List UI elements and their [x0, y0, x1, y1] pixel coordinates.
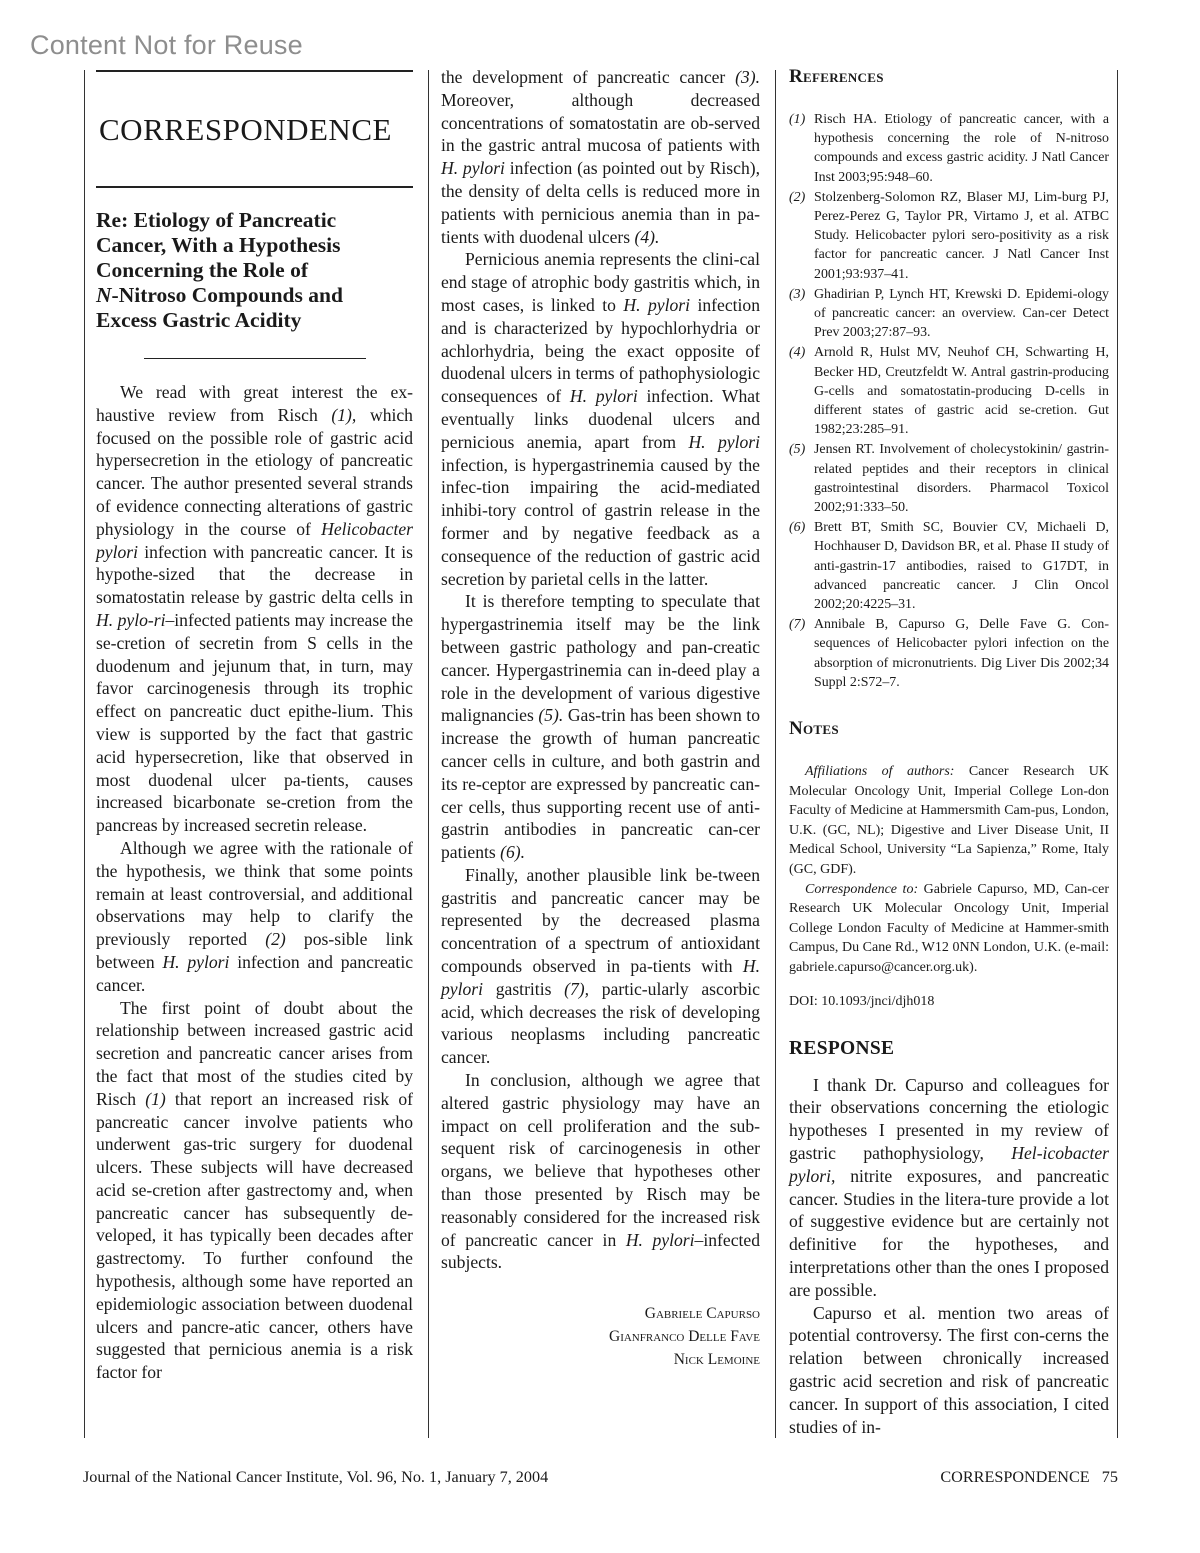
letter-paragraph: It is therefore tempting to speculate that hypergastrinemia itself may be the link between gastric pathology and pan-creatic cancer. Hypergastrinemia can in-deed play a role in the development of various digestive malignancies (5). Gas-trin has been shown to increase the growth of human pancreatic cancer cells in culture, and both gastrin and its re-ceptor are expressed by pancreatic can-cer cells, thus supporting recent use of anti-gastrin antibodies in pancreatic can-cer patients (6). [441, 591, 760, 863]
section-title: CORRESPONDENCE [99, 112, 392, 147]
affiliations-note: Affiliations of authors: Cancer Research UK Molecular Oncology Unit, Imperial College Lon-don Faculty of Medicine at Hammersmith Cam-pus, London, U.K. (GC, NL); Digestive and Liver Disease Unit, II Medical School, University “La Sapienza,” Rome, Italy (GC, GDF). [789, 764, 1109, 878]
letter-paragraph: In conclusion, although we agree that altered gastric physiology may have an impact on cell proliferation and the sub-sequent risk of carcinogenesis in other organs, we believe that hypotheses other than those presented by Risch may be reasonably considered for the increased risk of pancreatic cancer in H. pylori–infected subjects. [441, 1070, 760, 1273]
response-heading: RESPONSE [789, 1037, 895, 1059]
letter-paragraph: the development of pancreatic cancer (3). Moreover, although decreased concentrations of somatostatin are ob-served in the gastric antral mucosa of patients with H. pylori infection (as pointed out by Risch), the density of delta cells is reduced more in patients with pernicious anemia than in pa-tients with duodenal ulcers (4). [441, 67, 760, 247]
column-rule-2 [775, 70, 776, 1438]
notes-heading: Notes [789, 718, 839, 740]
reference-item: (7) Annibale B, Capurso G, Delle Fave G. Con-sequences of Helicobacter pylori infection on the absorption of micronutrients. Dig Liver Dis 2002;34 Suppl 2:S72–7. [789, 617, 1109, 690]
reference-list [789, 110, 1109, 692]
letter-paragraph: Pernicious anemia represents the clini-cal end stage of atrophic body gastritis which, in most cases, is linked to H. pylori infection and is characterized by hypochlorhydria or achlorhydria, being the exact opposite of duodenal ulcers in terms of pathophysiologic consequences of H. pylori infection. What eventually links duodenal ulcers and pernicious anemia, apart from H. pylori infection, is hypergastrinemia caused by the infec-tion impairing the acid-mediated inhibi-tory control of gastrin release in the former and by negative feedback as a consequence of the reduction of gastric acid secretion by parietal cells in the latter. [441, 249, 761, 589]
column-rule-right [1117, 70, 1118, 1438]
reference-item: (6) Brett BT, Smith SC, Bouvier CV, Michaeli D, Hochhauser D, Davidson BR, et al. Phase II study of anti-gastrin-17 antibodies, raised to G17DT, in advanced pancreatic cancer. J Clin Oncol 2002;20:4225–31. [789, 520, 1109, 613]
letter-paragraph: The first point of doubt about the relationship between increased gastric acid secretion and pancreatic cancer arises from the fact that most of the studies cited by Risch (1) that report an increased risk of pancreatic cancer involve patients who underwent gas-tric surgery for duodenal ulcers. These subjects will have decreased acid se-cretion after gastrectomy and, when pancreatic cancer has subsequently de-veloped, it has typically been decades after gastrectomy. To further confound the hypothesis, although some have reported an epidemiologic association between duodenal ulcers and pancre-atic cancer, others have suggested that pernicious anemia is a risk factor for [96, 997, 413, 1383]
column-2 [441, 66, 760, 1371]
reference-item: (3) Ghadirian P, Lynch HT, Krewski D. Epidemi-ology of pancreatic cancer: an overview. Can-cer Detect Prev 2003;27:87–93. [789, 286, 1109, 341]
response-paragraph: I thank Dr. Capurso and colleagues for their observations concerning the etiologic hypotheses I presented in my review of gastric pathophysiology, Hel-icobacter pylori, nitrite exposures, and pancreatic cancer. Studies in the litera-ture provide a lot of suggestive evidence but are certainly not definitive for the hypotheses, and interpretations other than the ones I proposed are possible. [789, 1074, 1109, 1300]
reference-item: (5) Jensen RT. Involvement of cholecystokinin/ gastrin-related peptides and their receptors in clinical gastrointestinal disorders. Pharmacol Toxicol 2002;91:333–50. [789, 442, 1109, 516]
column-1 [96, 66, 413, 1384]
article-title: Re: Etiology of Pancreatic Cancer, With a Hypothesis Concerning the Role of N-Nitroso Compounds and Excess Gastric Acidity [96, 208, 343, 332]
doi: DOI: 10.1093/jnci/djh018 [789, 993, 935, 1009]
letter-paragraph: Finally, another plausible link be-tween gastritis and pancreatic cancer may be represented by the decreased plasma concentration of a spectrum of antioxidant compounds observed in pa-tients with H. pylori gastritis (7), partic-ularly ascorbic acid, which decreases the risk of developing various neoplasms including pancreatic cancer. [441, 864, 760, 1068]
letter-paragraph: Although we agree with the rationale of the hypothesis, we think that some points remain at least controversial, and additional observations may help to clarify the previously reported (2) pos-sible link between H. pylori infection and pancreatic cancer. [96, 837, 414, 995]
reference-item: (2) Stolzenberg-Solomon RZ, Blaser MJ, Lim-burg PJ, Perez-Perez G, Taylor PR, Virtamo J, et al. ATBC Study. Helicobacter pylori sero-positivity as a risk factor for pancreatic cancer. J Natl Cancer Inst 2001;93:937–41. [789, 189, 1109, 282]
letter-paragraph: We read with great interest the ex-haustive review from Risch (1), which focused on the possible role of gastric acid hypersecretion in the etiology of pancreatic cancer. The author presented several strands of evidence connecting alterations of gastric physiology in the course of Helicobacter pylori infection with pancreatic cancer. It is hypothe-sized that the decrease in somatostatin release by gastric delta cells in H. pylo-ri–infected patients may increase the se-cretion of secretin from S cells in the duodenum and jejunum that, in turn, may favor carcinogenesis through its trophic effect on pancreatic duct epithe-lium. This view is supported by the fact that gastric acid hypersecretion, like that observed in most duodenal ulcer pa-tients, causes increased bicarbonate se-cretion from the pancreas by increased secretin release. [96, 382, 414, 836]
author-signatures [441, 1302, 760, 1371]
author-name: Nick Lemoine [673, 1351, 760, 1369]
references-heading: References [789, 66, 884, 87]
title-rule [96, 186, 413, 188]
column-rule-left [84, 70, 85, 1438]
page-label: CORRESPONDENCE 75 [940, 1468, 1118, 1486]
response-paragraph: Capurso et al. mention two areas of potential controversy. The first con-cerns the relation between chronically increased gastric acid secretion and risk of pancreatic cancer. In support of this association, I cited studies of in- [789, 1302, 1109, 1437]
top-rule [96, 70, 413, 72]
reference-item: (4) Arnold R, Hulst MV, Neuhof CH, Schwarting H, Becker HD, Creutzfeldt W. Antral gastrin-producing G-cells and somatostatin-producing D-cells in different states of gastric acid se-cretion. Gut 1982;23:285–91. [789, 345, 1109, 438]
column-3 [789, 66, 1109, 1438]
watermark: Content Not for Reuse [30, 30, 303, 60]
column-rule-1 [428, 70, 429, 1438]
correspondence-note: Correspondence to: Gabriele Capurso, MD, Can-cer Research UK Molecular Oncology Unit, Imperial College London Faculty of Medicine at Hammer-smith Campus, Du Cane Rd., W12 0NN London, U.K. (e-mail: gabriele.capurso@cancer.org.uk). [789, 881, 1110, 976]
journal-citation: Journal of the National Cancer Institute, Vol. 96, No. 1, January 7, 2004 [83, 1468, 549, 1486]
title-underline [144, 358, 366, 359]
author-name: Gianfranco Delle Fave [609, 1328, 760, 1346]
reference-item: (1) Risch HA. Etiology of pancreatic cancer, with a hypothesis concerning the role of N-nitroso compounds and excess gastric acidity. J Natl Cancer Inst 2003;95:948–60. [789, 112, 1109, 185]
author-name: Gabriele Capurso [644, 1305, 760, 1323]
